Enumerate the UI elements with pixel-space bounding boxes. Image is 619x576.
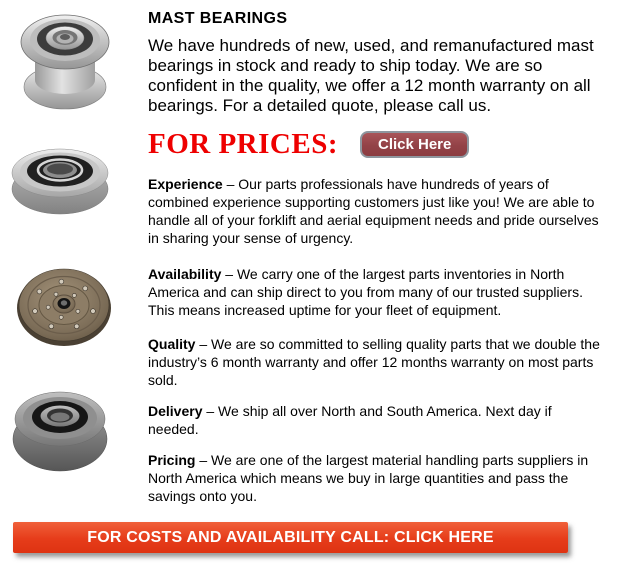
section-pricing-body: – We are one of the largest material handling parts suppliers in North America which means we buy in large quantities and pass the savings onto you. xyxy=(148,452,589,504)
bearing-pulley-illustration xyxy=(18,6,113,112)
section-pricing xyxy=(148,451,603,505)
for-prices-label: FOR PRICES: xyxy=(148,128,338,160)
bearing-photo-1 xyxy=(18,6,113,112)
riveted-pulley-illustration xyxy=(14,265,115,348)
intro-paragraph: We have hundreds of new, used, and remanufactured mast bearings in stock and ready to ship today. We are so confident in the quality, we offer a 12 month warranty on all bearings. For a detailed quote, please call us. xyxy=(148,36,594,115)
flat-bearing-illustration xyxy=(8,143,112,218)
section-delivery xyxy=(148,402,603,438)
bearing-photo-3 xyxy=(14,265,115,348)
section-experience-heading: Experience xyxy=(148,176,223,192)
for-prices-row xyxy=(148,129,603,159)
section-quality-heading: Quality xyxy=(148,336,196,352)
dark-bearing-illustration xyxy=(11,386,113,473)
section-quality xyxy=(148,335,603,389)
section-delivery-heading: Delivery xyxy=(148,403,203,419)
banner-label: FOR COSTS AND AVAILABILITY CALL: CLICK HERE xyxy=(87,528,494,546)
section-pricing-heading: Pricing xyxy=(148,452,196,468)
section-delivery-body: – We ship all over North and South America. Next day if needed. xyxy=(148,403,552,437)
section-availability-body: – We carry one of the largest parts inventories in North America and can ship direct to you from many of our trusted suppliers. This means increased uptime for your fleet of equipment. xyxy=(148,266,583,318)
section-availability xyxy=(148,265,603,319)
section-quality-body: – We are so committed to selling quality parts that we double the industry’s 6 month warranty and offer 12 months warranty on most parts sold. xyxy=(148,336,600,388)
section-experience-body: – Our parts professionals have hundreds of years of combined experience supporting customers just like you! We are able to handle all of your forklift and aerial equipment needs and pride ourselves in sharing your sense of urgency. xyxy=(148,176,599,246)
section-experience xyxy=(148,175,603,247)
costs-availability-banner-button[interactable] xyxy=(13,522,568,553)
section-availability-heading: Availability xyxy=(148,266,222,282)
page-title: MAST BEARINGS xyxy=(148,10,288,27)
bearing-photo-4 xyxy=(11,386,113,473)
click-here-button[interactable]: Click Here xyxy=(360,131,469,158)
main-content xyxy=(148,8,603,505)
bearing-photo-2 xyxy=(8,143,112,218)
